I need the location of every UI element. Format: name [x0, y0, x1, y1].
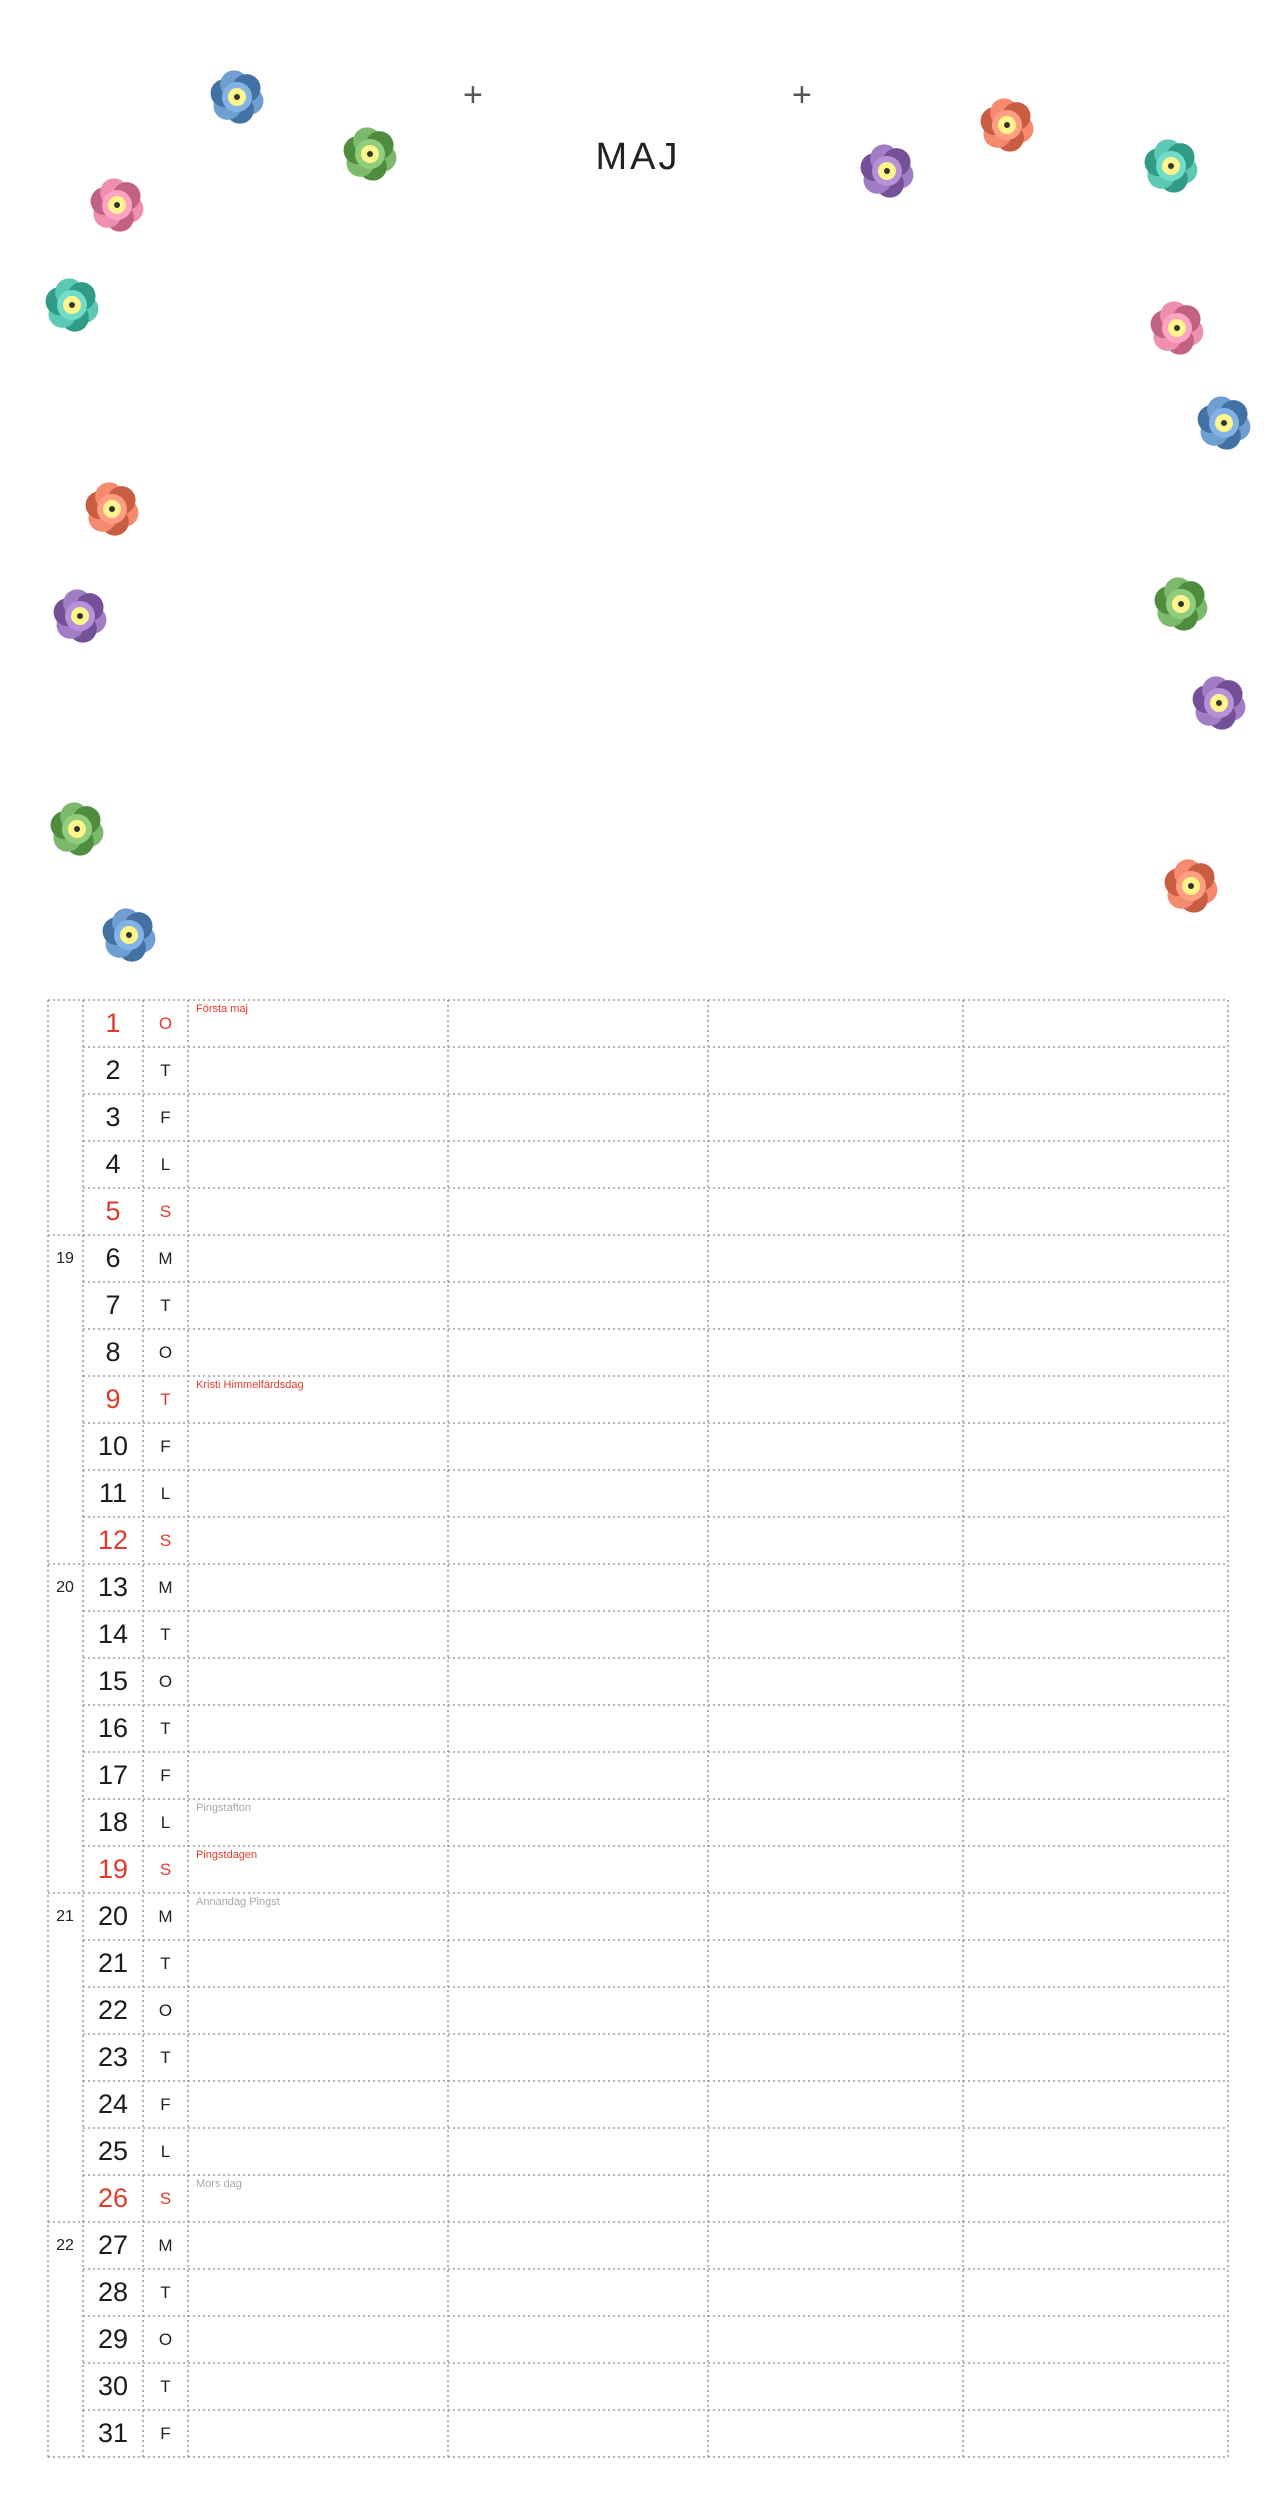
day-row — [48, 1000, 1228, 1047]
day-number: 11 — [98, 1478, 128, 1508]
entry-cell-col-3 — [708, 1094, 963, 1141]
entry-cell-col-2 — [448, 1752, 708, 1799]
entry-cell-col-1 — [188, 1047, 448, 1094]
flower-icon — [46, 278, 99, 331]
entry-cell-col-1 — [188, 1517, 448, 1564]
day-number: 19 — [97, 1854, 129, 1884]
weekday-letter: F — [160, 2424, 171, 2443]
day-number: 3 — [105, 1102, 121, 1132]
entry-cell-col-3 — [708, 1470, 963, 1517]
day-number: 16 — [97, 1713, 129, 1743]
entry-cell-col-3 — [708, 1752, 963, 1799]
flower-icon — [211, 70, 264, 123]
entry-cell-col-1 — [188, 2034, 448, 2081]
crosshair-mark-left: + — [463, 76, 483, 114]
week-number: 21 — [56, 1908, 74, 1925]
entry-cell-col-3 — [708, 2034, 963, 2081]
weekday-letter: M — [158, 1907, 173, 1926]
entry-cell-col-3 — [708, 1799, 963, 1846]
entry-cell-col-1 — [188, 1658, 448, 1705]
day-row — [48, 1987, 1228, 2034]
weekday-letter: S — [159, 1202, 172, 1221]
entry-cell-col-2 — [448, 1517, 708, 1564]
weekday-letter: T — [160, 2048, 171, 2067]
entry-cell-col-2 — [448, 1423, 708, 1470]
entry-cell-col-1 — [188, 1141, 448, 1188]
entry-cell-col-2 — [448, 1846, 708, 1893]
weekday-letter: T — [160, 1390, 171, 1409]
day-number: 15 — [97, 1666, 129, 1696]
entry-cell-col-1 — [188, 1752, 448, 1799]
entry-cell-col-4 — [963, 2175, 1228, 2222]
weekday-letter: L — [160, 1155, 171, 1174]
day-row — [48, 1564, 1228, 1611]
entry-cell-col-3 — [708, 2363, 963, 2410]
entry-cell-col-3 — [708, 2316, 963, 2363]
crosshair-mark-right: + — [792, 76, 812, 114]
day-row — [48, 2081, 1228, 2128]
day-number: 23 — [97, 2042, 129, 2072]
entry-cell-col-1 — [188, 2128, 448, 2175]
day-number: 6 — [105, 1243, 121, 1273]
day-note: Mors dag — [196, 2178, 242, 2190]
entry-cell-col-4 — [963, 1705, 1228, 1752]
weekday-letter: F — [160, 1108, 171, 1127]
entry-cell-col-2 — [448, 1940, 708, 1987]
flower-icon — [1193, 676, 1246, 729]
flower-icon — [91, 178, 144, 231]
entry-cell-col-3 — [708, 2269, 963, 2316]
day-row — [48, 1047, 1228, 1094]
entry-cell-col-3 — [708, 2222, 963, 2269]
entry-cell-col-4 — [963, 1564, 1228, 1611]
entry-cell-col-1 — [188, 2363, 448, 2410]
entry-cell-col-1 — [188, 1470, 448, 1517]
weekday-letter: S — [159, 1860, 172, 1879]
calendar-grid — [48, 1000, 1228, 2457]
entry-cell-col-4 — [963, 2410, 1228, 2457]
entry-cell-col-4 — [963, 1658, 1228, 1705]
entry-cell-col-3 — [708, 1517, 963, 1564]
weekday-letter: O — [158, 2001, 173, 2020]
entry-cell-col-3 — [708, 1564, 963, 1611]
entry-cell-col-4 — [963, 1846, 1228, 1893]
day-number: 13 — [97, 1572, 129, 1602]
entry-cell-col-1 — [188, 1329, 448, 1376]
entry-cell-col-4 — [963, 1893, 1228, 1940]
entry-cell-col-2 — [448, 1235, 708, 1282]
weekday-letter: T — [160, 1719, 171, 1738]
entry-cell-col-2 — [448, 1611, 708, 1658]
entry-cell-col-2 — [448, 2363, 708, 2410]
day-number: 22 — [97, 1995, 129, 2025]
entry-cell-col-4 — [963, 2316, 1228, 2363]
entry-cell-col-3 — [708, 2081, 963, 2128]
entry-cell-col-4 — [963, 2269, 1228, 2316]
weekday-letter: M — [158, 1249, 173, 1268]
entry-cell-col-1 — [188, 2269, 448, 2316]
day-number: 10 — [97, 1431, 129, 1461]
weekday-letter: S — [159, 2189, 172, 2208]
day-number: 7 — [105, 1290, 121, 1320]
day-row — [48, 1376, 1228, 1423]
entry-cell-col-1 — [188, 1799, 448, 1846]
entry-cell-col-1 — [188, 1893, 448, 1940]
day-row — [48, 1329, 1228, 1376]
day-row — [48, 2363, 1228, 2410]
entry-cell-col-2 — [448, 1141, 708, 1188]
entry-cell-col-3 — [708, 1940, 963, 1987]
day-row — [48, 2034, 1228, 2081]
day-row — [48, 1799, 1228, 1846]
flower-icon — [51, 802, 104, 855]
day-number: 1 — [105, 1008, 121, 1038]
weekday-letter: O — [158, 1343, 173, 1362]
entry-cell-col-3 — [708, 1893, 963, 1940]
day-number: 14 — [97, 1619, 129, 1649]
day-row — [48, 1893, 1228, 1940]
day-number: 30 — [97, 2371, 129, 2401]
weekday-letter: T — [160, 2283, 171, 2302]
flower-icon — [1155, 577, 1208, 630]
day-row — [48, 1517, 1228, 1564]
entry-cell-col-3 — [708, 1188, 963, 1235]
entry-cell-col-3 — [708, 1235, 963, 1282]
entry-cell-col-1 — [188, 2175, 448, 2222]
entry-cell-col-2 — [448, 1470, 708, 1517]
weekday-letter: M — [158, 2236, 173, 2255]
entry-cell-col-1 — [188, 1705, 448, 1752]
entry-cell-col-2 — [448, 1282, 708, 1329]
week-number: 22 — [56, 2237, 74, 2254]
entry-cell-col-1 — [188, 2081, 448, 2128]
day-number: 17 — [97, 1760, 129, 1790]
weekday-letter: F — [160, 1437, 171, 1456]
entry-cell-col-2 — [448, 1658, 708, 1705]
day-number: 12 — [97, 1525, 129, 1555]
entry-cell-col-3 — [708, 1282, 963, 1329]
day-number: 25 — [97, 2136, 129, 2166]
weekday-letter: F — [160, 1766, 171, 1785]
entry-cell-col-2 — [448, 2034, 708, 2081]
entry-cell-col-2 — [448, 2269, 708, 2316]
day-number: 26 — [97, 2183, 129, 2213]
weekday-letter: T — [160, 1061, 171, 1080]
entry-cell-col-1 — [188, 2222, 448, 2269]
day-row — [48, 1752, 1228, 1799]
entry-cell-col-4 — [963, 1188, 1228, 1235]
week-number: 19 — [56, 1250, 74, 1267]
entry-cell-col-3 — [708, 1987, 963, 2034]
weekday-letter: S — [159, 1531, 172, 1550]
day-row — [48, 1658, 1228, 1705]
day-number: 20 — [97, 1901, 129, 1931]
entry-cell-col-4 — [963, 2081, 1228, 2128]
entry-cell-col-1 — [188, 1987, 448, 2034]
day-number: 29 — [97, 2324, 129, 2354]
entry-cell-col-4 — [963, 1987, 1228, 2034]
day-row — [48, 1611, 1228, 1658]
day-row — [48, 1141, 1228, 1188]
entry-cell-col-1 — [188, 1376, 448, 1423]
entry-cell-col-4 — [963, 1329, 1228, 1376]
entry-cell-col-2 — [448, 1329, 708, 1376]
flower-icon — [1151, 301, 1204, 354]
weekday-letter: O — [158, 2330, 173, 2349]
entry-cell-col-4 — [963, 1141, 1228, 1188]
entry-cell-col-2 — [448, 2410, 708, 2457]
entry-cell-col-3 — [708, 1047, 963, 1094]
entry-cell-col-3 — [708, 2410, 963, 2457]
day-number: 9 — [105, 1384, 121, 1414]
entry-cell-col-4 — [963, 1094, 1228, 1141]
day-row — [48, 2128, 1228, 2175]
entry-cell-col-1 — [188, 1940, 448, 1987]
entry-cell-col-4 — [963, 1799, 1228, 1846]
entry-cell-col-4 — [963, 1940, 1228, 1987]
entry-cell-col-2 — [448, 1705, 708, 1752]
entry-cell-col-3 — [708, 2128, 963, 2175]
weekday-letter: F — [160, 2095, 171, 2114]
day-note: Första maj — [196, 1003, 248, 1015]
weekday-letter: T — [160, 1625, 171, 1644]
entry-cell-col-4 — [963, 1000, 1228, 1047]
day-number: 24 — [97, 2089, 129, 2119]
entry-cell-col-2 — [448, 1987, 708, 2034]
day-note: Annandag Pingst — [196, 1896, 280, 1908]
entry-cell-col-3 — [708, 2175, 963, 2222]
weekday-letter: O — [158, 1672, 173, 1691]
entry-cell-col-3 — [708, 1658, 963, 1705]
entry-cell-col-2 — [448, 1376, 708, 1423]
day-row — [48, 1282, 1228, 1329]
day-row — [48, 1188, 1228, 1235]
entry-cell-col-4 — [963, 2222, 1228, 2269]
entry-cell-col-4 — [963, 2363, 1228, 2410]
entry-cell-col-3 — [708, 1000, 963, 1047]
flower-icon — [1198, 396, 1251, 449]
entry-cell-col-2 — [448, 2081, 708, 2128]
entry-cell-col-3 — [708, 1376, 963, 1423]
day-row — [48, 2316, 1228, 2363]
entry-cell-col-2 — [448, 2175, 708, 2222]
day-row — [48, 1235, 1228, 1282]
entry-cell-col-1 — [188, 1188, 448, 1235]
entry-cell-col-1 — [188, 1846, 448, 1893]
day-number: 28 — [97, 2277, 129, 2307]
entry-cell-col-3 — [708, 1705, 963, 1752]
entry-cell-col-1 — [188, 1564, 448, 1611]
entry-cell-col-3 — [708, 1846, 963, 1893]
weekday-letter: L — [160, 1813, 171, 1832]
day-row — [48, 2410, 1228, 2457]
entry-cell-col-4 — [963, 1047, 1228, 1094]
day-number: 4 — [105, 1149, 121, 1179]
day-number: 21 — [97, 1948, 129, 1978]
day-note: Kristi Himmelfärdsdag — [196, 1379, 304, 1391]
entry-cell-col-1 — [188, 1000, 448, 1047]
weekday-letter: T — [160, 2377, 171, 2396]
entry-cell-col-2 — [448, 1564, 708, 1611]
entry-cell-col-4 — [963, 1423, 1228, 1470]
entry-cell-col-4 — [963, 1752, 1228, 1799]
day-number: 27 — [97, 2230, 129, 2260]
entry-cell-col-2 — [448, 2128, 708, 2175]
entry-cell-col-1 — [188, 1094, 448, 1141]
entry-cell-col-2 — [448, 1094, 708, 1141]
day-row — [48, 1423, 1228, 1470]
entry-cell-col-4 — [963, 1282, 1228, 1329]
day-row — [48, 1470, 1228, 1517]
entry-cell-col-1 — [188, 1282, 448, 1329]
flower-icon — [103, 908, 156, 961]
entry-cell-col-4 — [963, 2034, 1228, 2081]
month-title: MAJ — [595, 136, 681, 178]
day-note: Pingstafton — [196, 1802, 252, 1814]
entry-cell-col-1 — [188, 1423, 448, 1470]
weekday-letter: L — [160, 2142, 171, 2161]
day-note: Pingstdagen — [196, 1849, 258, 1861]
day-row — [48, 1940, 1228, 1987]
day-row — [48, 1846, 1228, 1893]
flower-icon — [86, 482, 139, 535]
entry-cell-col-2 — [448, 1799, 708, 1846]
day-row — [48, 2175, 1228, 2222]
entry-cell-col-2 — [448, 1047, 708, 1094]
entry-cell-col-4 — [963, 2128, 1228, 2175]
day-row — [48, 2222, 1228, 2269]
entry-cell-col-2 — [448, 1188, 708, 1235]
day-row — [48, 1094, 1228, 1141]
entry-cell-col-1 — [188, 2316, 448, 2363]
day-number: 18 — [97, 1807, 129, 1837]
entry-cell-col-4 — [963, 1611, 1228, 1658]
week-number: 20 — [56, 1579, 74, 1596]
day-row — [48, 1705, 1228, 1752]
day-number: 5 — [105, 1196, 121, 1226]
entry-cell-col-2 — [448, 2222, 708, 2269]
entry-cell-col-1 — [188, 2410, 448, 2457]
flower-icon — [1165, 859, 1218, 912]
weekday-letter: O — [158, 1014, 173, 1033]
entry-cell-col-4 — [963, 1235, 1228, 1282]
entry-cell-col-4 — [963, 1376, 1228, 1423]
entry-cell-col-3 — [708, 1141, 963, 1188]
day-row — [48, 2269, 1228, 2316]
entry-cell-col-4 — [963, 1517, 1228, 1564]
entry-cell-col-3 — [708, 1423, 963, 1470]
day-number: 8 — [105, 1337, 121, 1367]
weekday-letter: T — [160, 1954, 171, 1973]
weekday-letter: M — [158, 1578, 173, 1597]
weekday-letter: T — [160, 1296, 171, 1315]
day-number: 2 — [105, 1055, 121, 1085]
entry-cell-col-3 — [708, 1611, 963, 1658]
flower-icon — [54, 589, 107, 642]
entry-cell-col-2 — [448, 1893, 708, 1940]
entry-cell-col-1 — [188, 1611, 448, 1658]
entry-cell-col-1 — [188, 1235, 448, 1282]
entry-cell-col-3 — [708, 1329, 963, 1376]
weekday-letter: L — [160, 1484, 171, 1503]
entry-cell-col-2 — [448, 1000, 708, 1047]
entry-cell-col-4 — [963, 1470, 1228, 1517]
day-number: 31 — [97, 2418, 129, 2448]
entry-cell-col-2 — [448, 2316, 708, 2363]
